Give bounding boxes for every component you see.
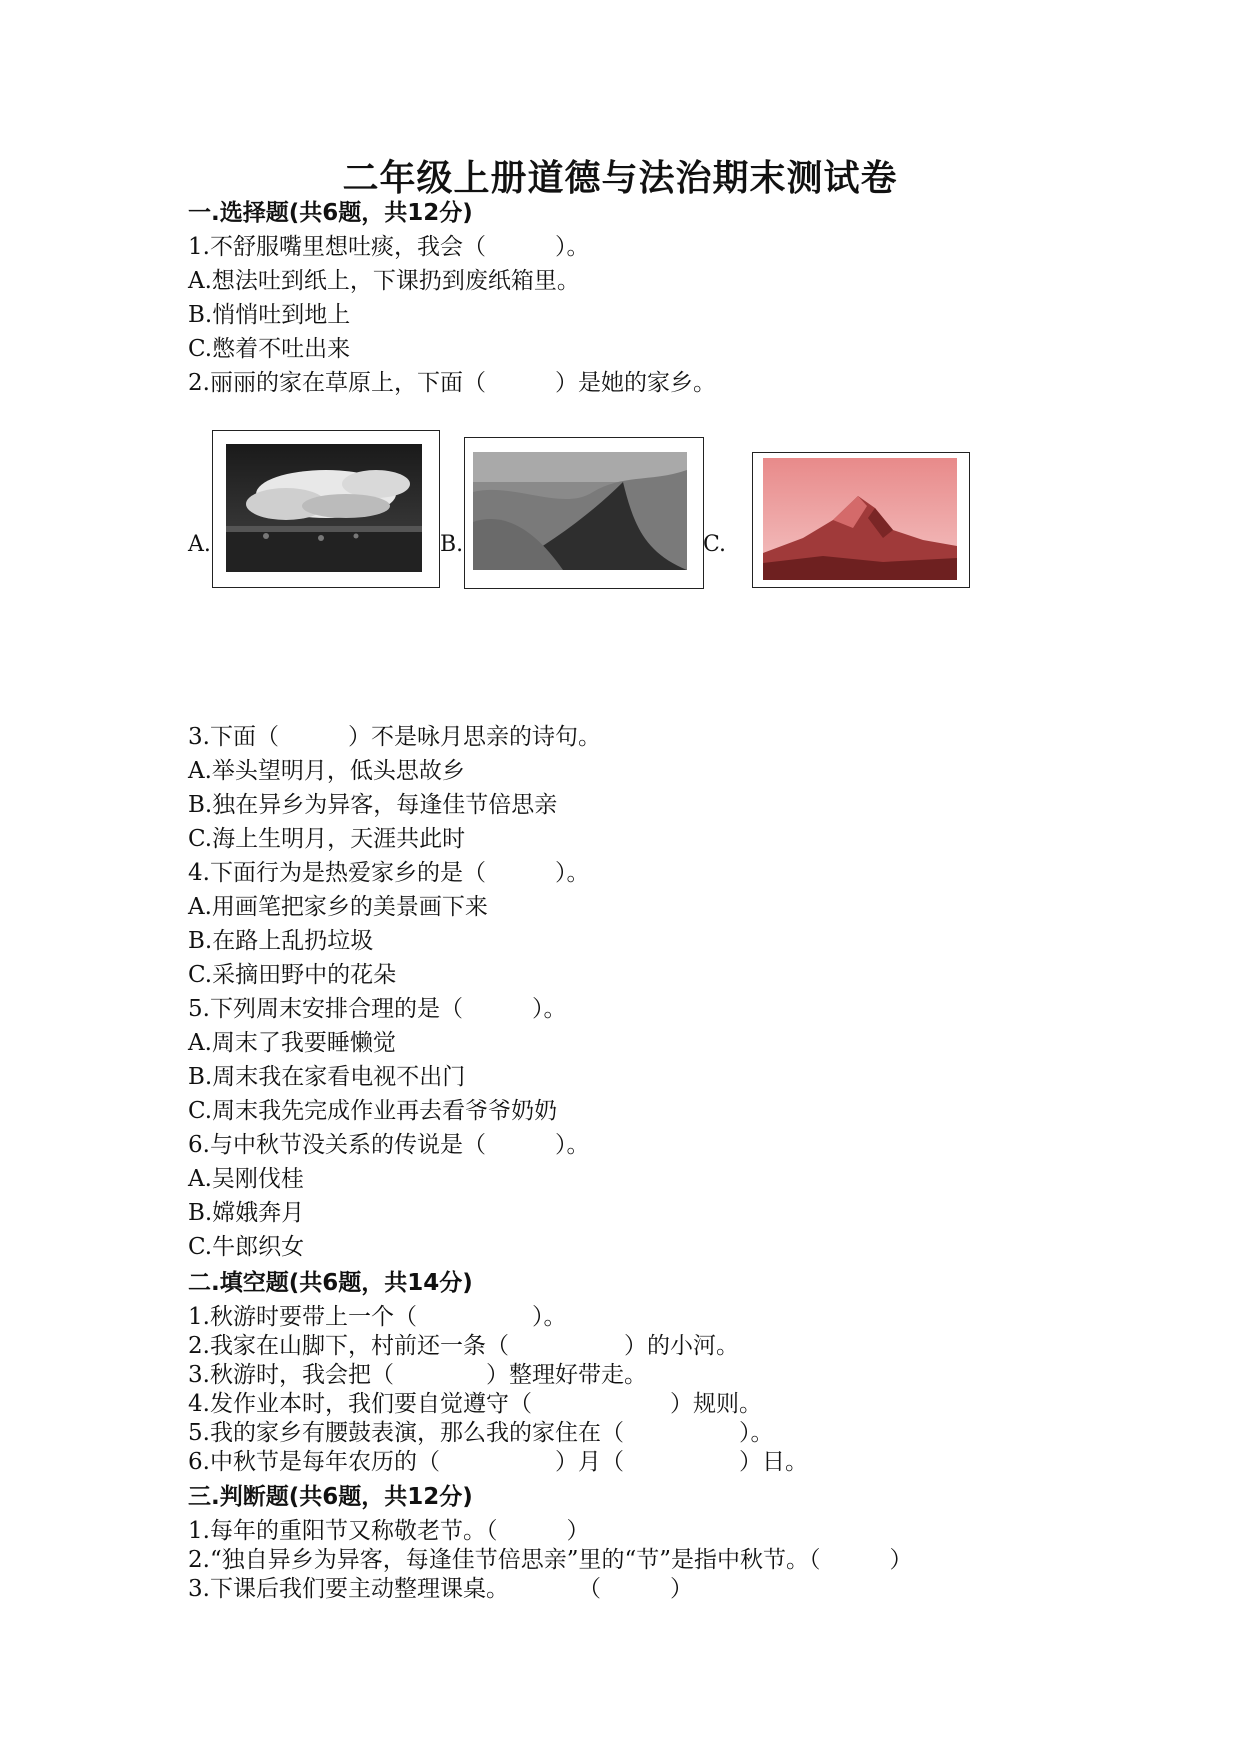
fill-question-3: 3.秋游时，我会把（ ）整理好带走。	[188, 1362, 647, 1388]
question-1-option-c: C.憋着不吐出来	[188, 336, 351, 362]
question-5-option-a: A.周末了我要睡懒觉	[188, 1030, 396, 1056]
judge-question-2: 2.“独自异乡为异客，每逢佳节倍思亲”里的“节”是指中秋节。（ ）	[188, 1547, 913, 1573]
question-3-option-c: C.海上生明月，天涯共此时	[188, 826, 466, 852]
question-2-option-a-label: A.	[188, 532, 211, 557]
page-title: 二年级上册道德与法治期末测试卷	[342, 158, 898, 199]
question-2-option-b-label: B.	[440, 532, 464, 557]
grassland-image	[212, 430, 440, 588]
question-3-option-b: B.独在异乡为异客，每逢佳节倍思亲	[188, 792, 558, 818]
fill-question-5: 5.我的家乡有腰鼓表演，那么我的家住在（ ）。	[188, 1420, 774, 1446]
question-5-option-c: C.周末我先完成作业再去看爷爷奶奶	[188, 1098, 558, 1124]
question-5-option-b: B.周末我在家看电视不出门	[188, 1064, 466, 1090]
desert-image	[464, 437, 704, 589]
question-4-option-c: C.采摘田野中的花朵	[188, 962, 397, 988]
question-6-option-a: A.吴刚伐桂	[188, 1166, 304, 1192]
question-1-option-b: B.悄悄吐到地上	[188, 302, 351, 328]
question-1-stem: 1.不舒服嘴里想吐痰，我会（ ）。	[188, 234, 590, 260]
mountain-peak-photo-icon	[763, 458, 957, 580]
question-1-option-a: A.想法吐到纸上，下课扔到废纸箱里。	[188, 268, 580, 294]
question-3-stem: 3.下面（ ）不是咏月思亲的诗句。	[188, 724, 601, 750]
question-4-option-a: A.用画笔把家乡的美景画下来	[188, 894, 488, 920]
desert-dune-photo-icon	[473, 452, 687, 570]
question-6-stem: 6.与中秋节没关系的传说是（ ）。	[188, 1132, 590, 1158]
question-4-option-b: B.在路上乱扔垃圾	[188, 928, 374, 954]
judge-question-1: 1.每年的重阳节又称敬老节。（ ）	[188, 1518, 590, 1544]
question-2-stem: 2.丽丽的家在草原上，下面（ ）是她的家乡。	[188, 370, 716, 396]
question-4-stem: 4.下面行为是热爱家乡的是（ ）。	[188, 860, 590, 886]
question-6-option-b: B.嫦娥奔月	[188, 1200, 305, 1226]
fill-question-4: 4.发作业本时，我们要自觉遵守（ ）规则。	[188, 1391, 762, 1417]
judge-question-3: 3.下课后我们要主动整理课桌。 （ ）	[188, 1576, 693, 1602]
grassland-photo-icon	[226, 444, 422, 572]
fill-question-1: 1.秋游时要带上一个（ ）。	[188, 1304, 567, 1330]
mountain-image	[752, 452, 970, 588]
question-2-option-c-label: C.	[703, 532, 727, 557]
question-6-option-c: C.牛郎织女	[188, 1234, 305, 1260]
section-heading-fill: 二.填空题(共6题，共14分)	[188, 1270, 473, 1296]
section-heading-choice: 一.选择题(共6题，共12分)	[188, 200, 473, 226]
fill-question-6: 6.中秋节是每年农历的（ ）月（ ）日。	[188, 1449, 808, 1475]
section-heading-judge: 三.判断题(共6题，共12分)	[188, 1484, 473, 1510]
fill-question-2: 2.我家在山脚下，村前还一条（ ）的小河。	[188, 1333, 739, 1359]
question-3-option-a: A.举头望明月，低头思故乡	[188, 758, 465, 784]
question-5-stem: 5.下列周末安排合理的是（ ）。	[188, 996, 567, 1022]
